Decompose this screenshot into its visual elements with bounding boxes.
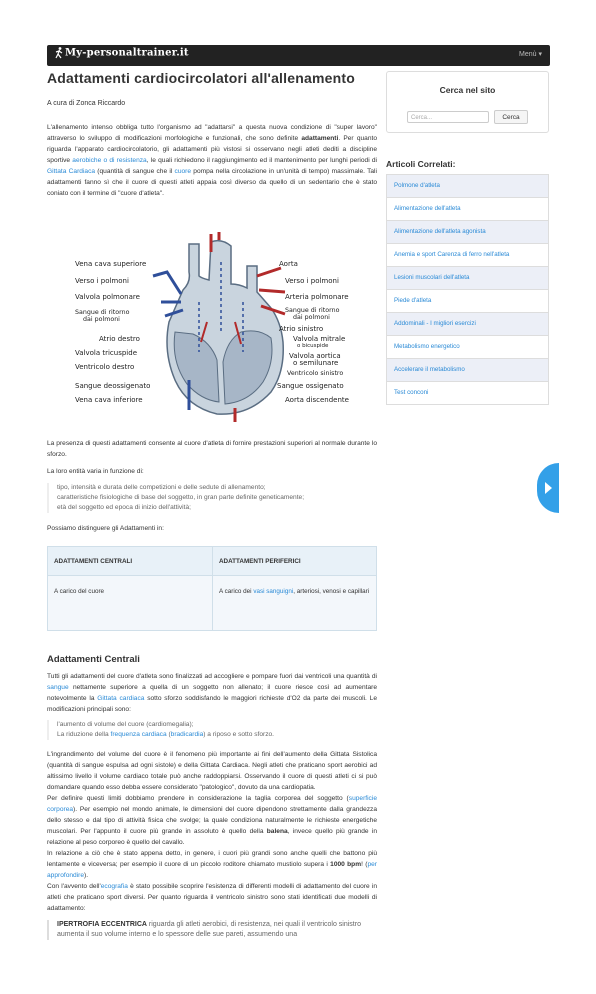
sidebar (386, 71, 549, 405)
related-item[interactable]: Alimentazione dell'atleta agonista (387, 220, 548, 243)
table-header-central: ADATTAMENTI CENTRALI (48, 547, 213, 576)
link-sangue[interactable]: sangue (47, 684, 69, 691)
label-valvola-polmonare: Valvola polmonare (75, 293, 140, 301)
label-vena-cava-inferiore: Vena cava inferiore (75, 396, 143, 404)
related-item[interactable]: Accelerare il metabolismo (387, 358, 548, 381)
table-cell-central: A carico del cuore (48, 576, 213, 631)
search-input[interactable]: Cerca... (407, 111, 489, 123)
mod-item: La riduzione della frequenza cardiaca (bradicardia) a riposo e sotto sforzo. (57, 731, 275, 738)
long-paragraph-2: Per definire questi limiti dobbiamo prendere in considerazione la taglia corporea del soggetto (superficie corporea). Per esempio nel mondo animale, le dimensioni del cuore dipendono strettamente dalla grandezza dello stesso e dal tipo di attività fisica che svolge; la quale condiziona naturalmente le richieste energetiche muscolari. Per l'appunto il cuore più grande in assoluto è quello della balena, invece quello più grande in relazione al peso corporeo è quello del cavallo. (47, 795, 377, 846)
factor-item: caratteristiche fisiologiche di base del soggetto, in gran parte definite geneticamente; (57, 494, 305, 501)
central-paragraph: Tutti gli adattamenti del cuore d'atleta sono finalizzati ad accogliere e pompare fuori dai ventricoli una quantità di sangue nettamente superiore a quella di un soggetto non allenato; il cuore riesce così ad aumentare notevolmente la Gittata cardiaca sotto sforzo soddisfando le maggiori richieste d'O2 da parte dei muscoli. Le modificazioni principali sono: (47, 673, 378, 713)
related-item[interactable]: Addominali - I migliori esercizi (387, 312, 548, 335)
table-row (48, 576, 377, 631)
label-dai-polmoni-left: dai polmoni (83, 316, 120, 323)
label-atrio-destro: Atrio destro (99, 335, 140, 343)
section-title-central: Adattamenti Centrali (47, 654, 140, 665)
adaptations-table (47, 546, 377, 631)
table-header-peripheral: ADATTAMENTI PERIFERICI (213, 547, 377, 576)
label-vena-cava-superiore: Vena cava superiore (75, 260, 147, 268)
related-list (386, 174, 549, 405)
site-logo[interactable] (55, 47, 189, 59)
link-gittata-cardiaca[interactable]: Gittata Cardiaca (47, 168, 96, 175)
article-continued (47, 438, 377, 940)
runner-icon (55, 47, 63, 59)
link-superficie-corporea[interactable]: superficie corporea (47, 795, 377, 813)
label-valvola-tricuspide: Valvola tricuspide (75, 349, 138, 357)
label-aorta-discendente: Aorta discendente (285, 396, 349, 404)
search-panel (386, 71, 549, 133)
label-ventricolo-destro: Ventricolo destro (75, 363, 135, 371)
long-paragraph-3: In relazione a ciò che è stato appena detto, in genere, i cuori più grandi sono anche quelli che battono più lentamente e viceversa; per esempio il cuore di un piccolo roditore chiamato mustiolo supera i 1000 bpm! (per approfondire). (47, 850, 377, 879)
label-sangue-ritorno-left: Sangue di ritorno (75, 309, 130, 316)
brand-name: My-personaltrainer.it (65, 47, 189, 59)
heart-diagram (71, 232, 361, 422)
chevron-right-icon (545, 482, 552, 494)
related-item[interactable]: Metabolismo energetico (387, 335, 548, 358)
label-atrio-sinistro: Atrio sinistro (279, 325, 324, 333)
ipertrofia-quote: IPERTROFIA ECCENTRICA riguarda gli atleti aerobici, di resistenza, nei quali il ventricolo sinistro aumenta il suo volume interno e lo spessore delle sue pareti, assumendo una (47, 920, 377, 940)
modifications-list (47, 720, 377, 740)
search-title: Cerca nel sito (439, 85, 496, 95)
label-verso-polmoni-left: Verso i polmoni (75, 277, 129, 285)
label-aorta: Aorta (279, 260, 298, 268)
related-item[interactable]: Alimentazione dell'atleta (387, 197, 548, 220)
link-ecografia[interactable]: ecografia (100, 883, 128, 890)
factor-item: tipo, intensità e durata delle competizioni e delle sedute di allenamento; (57, 484, 266, 491)
related-item[interactable]: Anemia e sport Carenza di ferro nell'atleta (387, 243, 548, 266)
label-semilunare: o semilunare (293, 359, 339, 367)
presence-paragraph: La presenza di questi adattamenti consente al cuore d'atleta di fornire prestazioni superiori al normale durante lo sforzo. (47, 440, 377, 458)
link-vasi-sanguigni[interactable]: vasi sanguigni (253, 588, 294, 595)
label-verso-polmoni-right: Verso i polmoni (285, 277, 339, 285)
related-item[interactable]: Test conconi (387, 381, 548, 404)
factor-item: età del soggetto ed epoca di inizio dell'attività; (57, 504, 191, 511)
page-title: Adattamenti cardiocircolatori all'allenamento (47, 70, 355, 86)
menu-button[interactable]: Menù ▾ (519, 51, 542, 58)
related-title: Articoli Correlati: (386, 159, 456, 169)
label-bicuspide: o bicuspide (297, 343, 329, 349)
mod-item: l'aumento di volume del cuore (cardiomegalia); (57, 721, 194, 728)
label-valvola-mitrale: Valvola mitrale (293, 335, 346, 343)
label-sangue-ossigenato: Sangue ossigenato (277, 382, 344, 390)
table-cell-peripheral: A carico dei vasi sanguigni, arteriosi, venosi e capillari (213, 576, 377, 631)
related-item[interactable]: Lesioni muscolari dell'atleta (387, 266, 548, 289)
next-article-button[interactable] (537, 463, 559, 513)
intro-paragraph: L'allenamento intenso obbliga tutto l'organismo ad "adattarsi" a questa nuova condizione di "super lavoro" attraverso lo sviluppo di modificazioni morfologiche e funzionali, che sono definite adattamenti. Per quanto riguarda l'apparato cardiocircolatorio, gli adattamenti più vistosi si osservano negli atleti dediti a discipline sportive aerobiche o di resistenza, le quali richiedono il raggiungimento ed il mantenimento per lunghi periodi di Gittata Cardiaca (quantità di sangue che il cuore pompa nella circolazione in un'unità di tempo) massimale. Tali adattamenti fanno sì che il cuore di questi atleti appaia così diverso da quello di un sedentario che è stato coniato con il termine di "cuore d'atleta". (47, 124, 378, 197)
label-ventricolo-sinistro: Ventricolo sinistro (287, 370, 344, 377)
article-author: A cura di Zonca Riccardo (47, 100, 126, 107)
label-arteria-polmonare: Arteria polmonare (285, 293, 349, 301)
heart-illustration (153, 232, 285, 422)
label-dai-polmoni-right: dai polmoni (293, 314, 330, 321)
label-valvola-aortica: Valvola aortica (289, 352, 341, 360)
related-item[interactable]: Polmone d'atleta (387, 175, 548, 197)
search-button[interactable]: Cerca (494, 110, 528, 124)
label-sangue-deossigenato: Sangue deossigenato (75, 382, 151, 390)
long-paragraph-1: L'ingrandimento del volume del cuore è il fenomeno più importante ai fini dell'aumento della Gittata Sistolica (quantità di sangue espulsa ad ogni sistole) e della Gittata Cardiaca. Negli atleti che praticano sport aerobici ad altissimo livello il volume cardiaco totale può anche raddoppiarsi. Osservando il cuore di questi atleti ci si può domandare quando esso debba essere considerato "patologico", dovuto da una cardiopatia. (47, 751, 377, 791)
link-aerobiche[interactable]: aerobiche o di resistenza (72, 157, 147, 164)
link-frequenza-cardiaca[interactable]: frequenza cardiaca (110, 731, 167, 738)
long-paragraph-4: Con l'avvento dell'ecografia è stato possibile scoprire l'esistenza di differenti modelli di adattamento del cuore in atleti che praticano sport diversi. Per quanto riguarda il ventricolo sinistro sono stati identificati due modelli di adattamento: (47, 883, 378, 912)
related-item[interactable]: Piede d'atleta (387, 289, 548, 312)
link-approfondire[interactable]: per approfondire (47, 861, 377, 879)
label-sangue-ritorno-right: Sangue di ritorno (285, 307, 340, 314)
top-navbar (47, 45, 550, 66)
link-gittata-cardiaca-2[interactable]: Gittata cardiaca (97, 695, 145, 702)
link-bradicardia[interactable]: bradicardia (170, 731, 204, 738)
article (47, 70, 377, 199)
entity-paragraph: La loro entità varia in funzione di: (47, 468, 144, 475)
distinguish-paragraph: Possiamo distinguere gli Adattamenti in: (47, 525, 164, 532)
factors-list (47, 483, 377, 513)
link-cuore[interactable]: cuore (174, 168, 192, 175)
